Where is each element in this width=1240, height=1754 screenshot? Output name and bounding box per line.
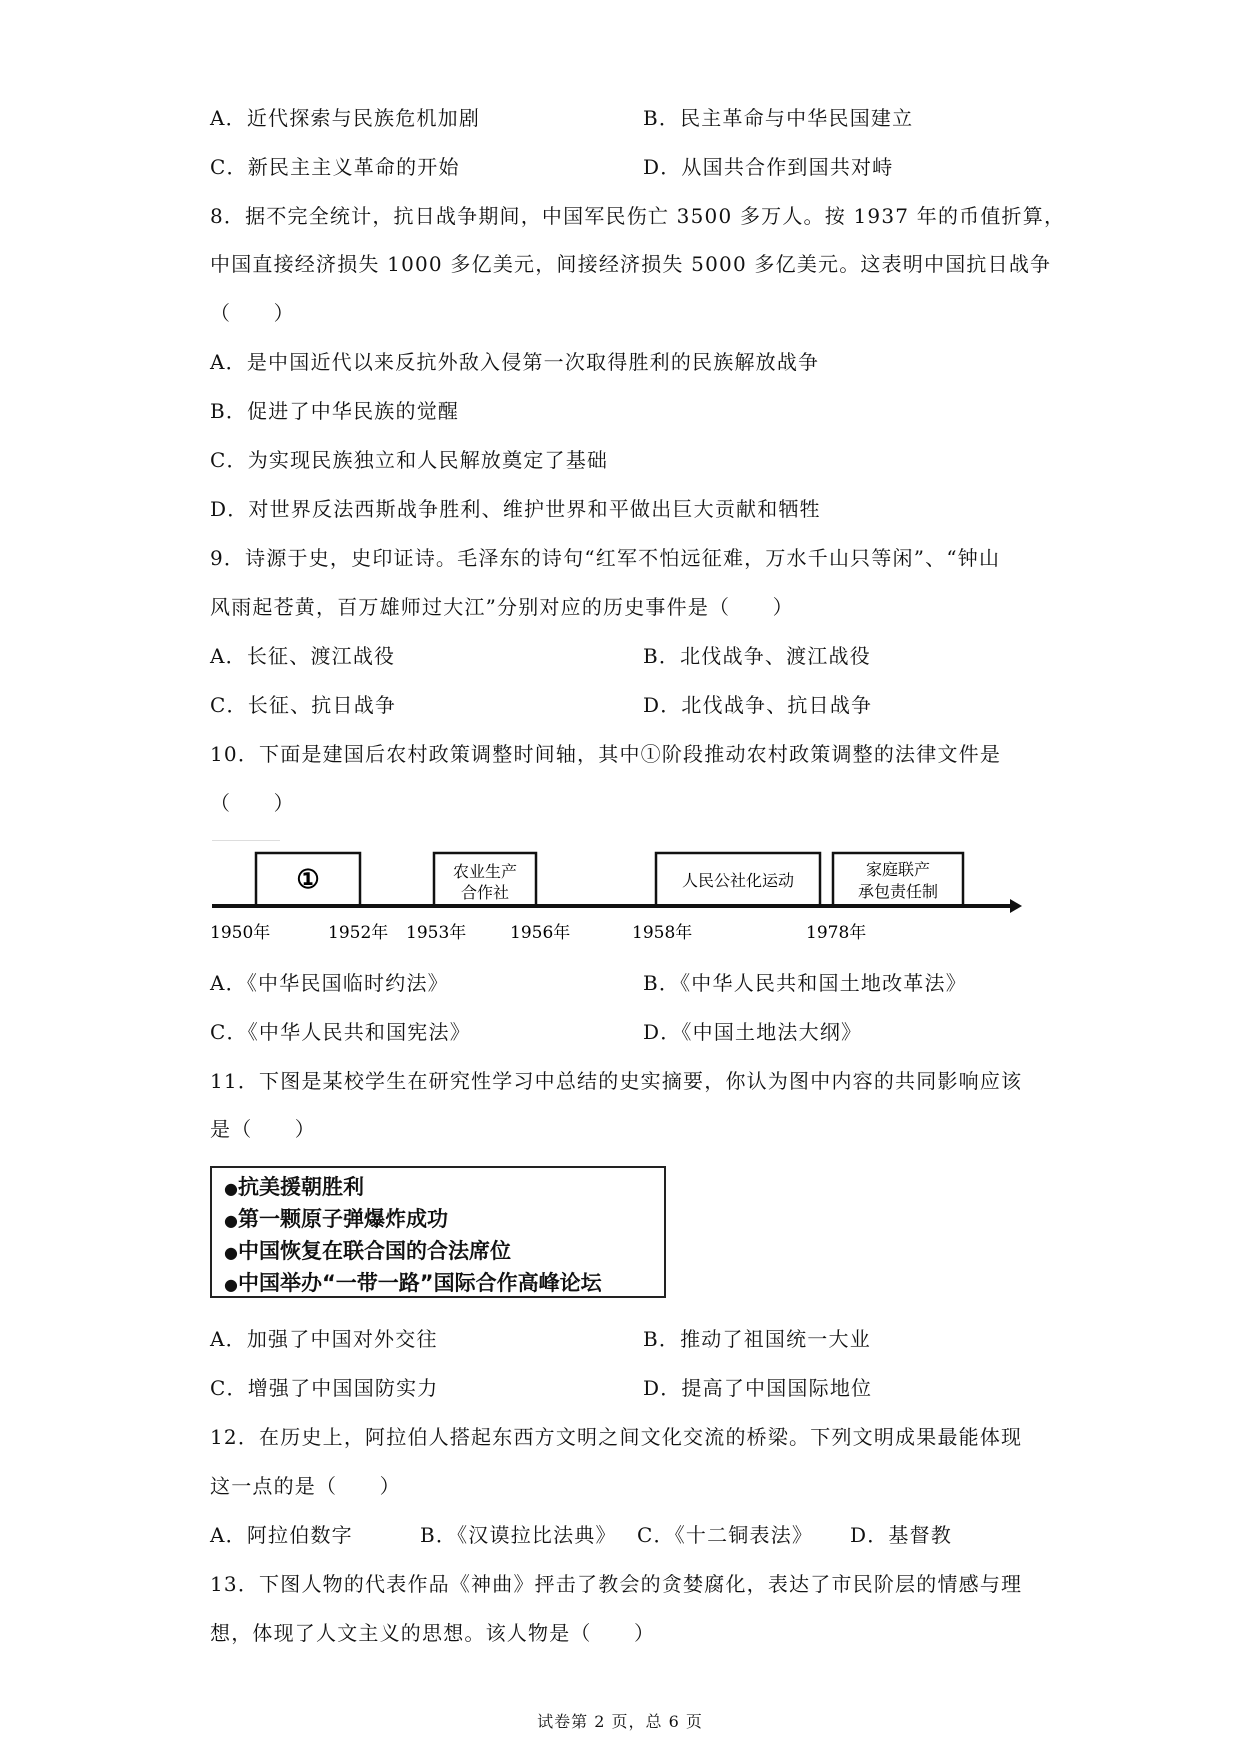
q12-stem-line2: 这一点的是（ ） [210,1474,401,1498]
q13-stem-line1: 13．下图人物的代表作品《神曲》抨击了教会的贪婪腐化，表达了市民阶层的情感与理 [210,1572,1023,1596]
timeline-box-cooperative-line2: 合作社 [460,883,510,902]
q11-summary-box [210,1166,666,1298]
q10-option-a: A．《中华民国临时约法》 [210,971,449,995]
q8-option-d: D．对世界反法西斯战争胜利、维护世界和平做出巨大贡献和牺牲 [210,497,821,521]
q10-option-c: C．《中华人民共和国宪法》 [210,1020,471,1044]
timeline-year-label: 1958年 [632,923,693,943]
q8-stem-line1: 8．据不完全统计，抗日战争期间，中国军民伤亡 3500 多万人。按 1937 年的币值折算， [210,204,1066,228]
q11-option-d: D．提高了中国国际地位 [643,1376,873,1400]
timeline-arrow-icon [1010,899,1022,913]
q12-option-a: A．阿拉伯数字 [210,1523,353,1547]
q8-option-c: C．为实现民族独立和人民解放奠定了基础 [210,448,609,472]
q8-answer-bracket: （ ） [210,301,295,325]
q11-option-a: A．加强了中国对外交往 [210,1327,438,1351]
q11-stem-line1: 11．下图是某校学生在研究性学习中总结的史实摘要，你认为图中内容的共同影响应该 [210,1069,1023,1093]
list-item: ●中国恢复在联合国的合法席位 [224,1239,511,1263]
q8-option-b: B．促进了中华民族的觉醒 [210,399,460,423]
q12-option-c: C．《十二铜表法》 [637,1523,814,1547]
q7-option-c: C．新民主主义革命的开始 [210,155,460,179]
list-item: ●抗美援朝胜利 [224,1175,364,1199]
q12-stem-line1: 12．在历史上，阿拉伯人搭起东西方文明之间文化交流的桥梁。下列文明成果最能体现 [210,1425,1023,1449]
timeline-year-label: 1950年 [210,923,271,943]
q7-option-d: D．从国共合作到国共对峙 [643,155,894,179]
timeline-box-commune-label: 人民公社化运动 [681,871,795,890]
timeline-year-label: 1978年 [806,923,867,943]
bullet-icon: ● [224,1211,238,1230]
q10-option-b: B．《中华人民共和国土地改革法》 [643,971,967,995]
q8-stem-line2: 中国直接经济损失 1000 多亿美元，间接经济损失 5000 多亿美元。这表明中国抗日战争 [210,252,1052,276]
timeline-box-responsibility-line1: 家庭联产 [865,860,931,879]
q12-option-d: D．基督教 [850,1523,953,1547]
q10-option-d: D．《中国土地法大纲》 [643,1020,863,1044]
q9-stem-line2: 风雨起苍黄，百万雄师过大江”分别对应的历史事件是（ ） [210,595,794,619]
timeline-box-cooperative-line1: 农业生产 [452,862,518,881]
bullet-icon: ● [224,1275,238,1294]
q10-stem-line1: 10．下面是建国后农村政策调整时间轴，其中①阶段推动农村政策调整的法律文件是 [210,742,1002,766]
timeline-year-label: 1956年 [510,923,571,943]
q8-option-a: A．是中国近代以来反抗外敌入侵第一次取得胜利的民族解放战争 [210,350,820,374]
timeline-box-stage1-label: ① [296,865,320,895]
q9-stem-line1: 9．诗源于史，史印证诗。毛泽东的诗句“红军不怕远征难，万水千山只等闲”、“钟山 [210,546,1001,570]
q10-answer-bracket: （ ） [210,791,295,815]
q10-timeline-figure [210,840,1030,952]
q13-stem-line2: 想，体现了人文主义的思想。该人物是（ ） [210,1621,656,1645]
q9-option-c: C．长征、抗日战争 [210,693,397,717]
q11-option-b: B．推动了祖国统一大业 [643,1327,871,1351]
page-footer: 试卷第 2 页，总 6 页 [537,1712,703,1731]
timeline-year-label: 1953年 [406,923,467,943]
timeline-box-responsibility-line2: 承包责任制 [857,882,939,901]
q7-option-b: B．民主革命与中华民国建立 [643,106,914,130]
q11-option-c: C．增强了中国国防实力 [210,1376,439,1400]
q11-stem-line2: 是（ ） [210,1117,316,1141]
bullet-icon: ● [224,1243,238,1262]
q9-option-a: A．长征、渡江战役 [210,644,396,668]
q7-option-a: A．近代探索与民族危机加剧 [210,106,481,130]
q12-option-b: B．《汉谟拉比法典》 [420,1523,617,1547]
list-item: ●第一颗原子弹爆炸成功 [224,1207,448,1231]
q9-option-b: B．北伐战争、渡江战役 [643,644,871,668]
bullet-icon: ● [224,1179,238,1198]
list-item: ●中国举办“一带一路”国际合作高峰论坛 [224,1271,602,1295]
timeline-year-label: 1952年 [328,923,389,943]
q9-option-d: D．北伐战争、抗日战争 [643,693,873,717]
